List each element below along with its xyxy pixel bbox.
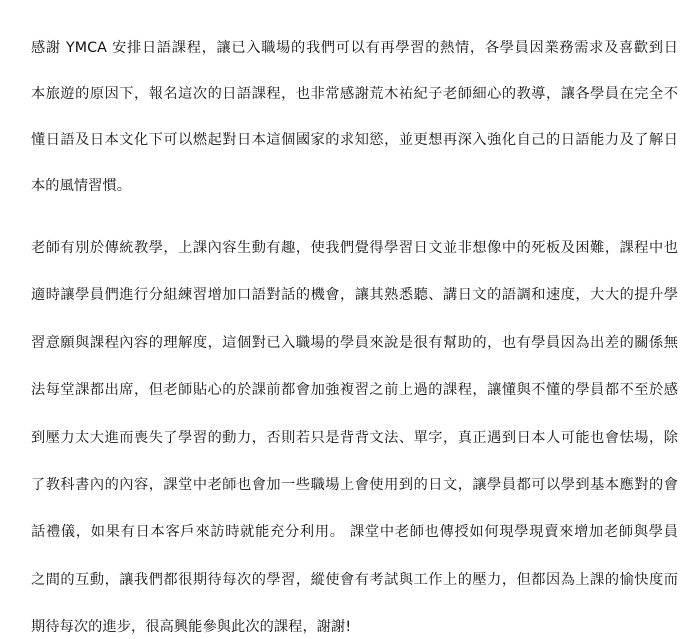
text-line: 感謝 YMCA 安排日語課程，讓已入職場的我們可以有再學習的熱情，各學員因業務需求及喜歡到日 <box>31 40 678 56</box>
paragraph-1 <box>31 38 678 196</box>
text-line: 之間的互動，讓我們都很期待每次的學習，縱使會有考試與工作上的壓力，但都因為上課的愉快度而 <box>31 571 678 588</box>
text-line: 了教科書內的內容，課堂中老師也會加一些職場上會使用到的日文，讓學員都可以學到基本應對的會 <box>31 476 678 493</box>
text-line: 法每堂課都出席，但老師貼心的於課前都會加強複習之前上過的課程，讓懂與不懂的學員都不至於感 <box>31 382 678 399</box>
text-line: 到壓力太大進而喪失了學習的動力，否則若只是背背文法、單字，真正遇到日本人可能也會怯場，除 <box>31 429 678 446</box>
text-line: 本的風情習慣。 <box>31 178 132 194</box>
text-line: 懂日語及日本文化下可以燃起對日本這個國家的求知慾，並更想再深入強化自己的日語能力及了解日 <box>31 132 678 148</box>
text-line: 習意願與課程內容的理解度，這個對已入職場的學員來說是很有幫助的，也有學員因為出差的關係無 <box>31 334 678 351</box>
text-line: 本旅遊的原因下，報名這次的日語課程，也非常感謝荒木祐紀子老師細心的教導，讓各學員在完全不 <box>31 86 678 102</box>
text-line: 適時讓學員們進行分組練習增加口語對話的機會，讓其熟悉聽、講日文的語調和速度，大大的提升學 <box>31 287 678 304</box>
text-line: 話禮儀，如果有日本客戶來訪時就能充分利用。 課堂中老師也傳授如何現學現賣來增加老師與學員 <box>31 524 678 541</box>
paragraph-2 <box>31 238 678 637</box>
text-line: 期待每次的進步，很高興能參與此次的課程，謝謝! <box>31 619 352 636</box>
text-line: 老師有別於傳統教學，上課內容生動有趣，使我們覺得學習日文並非想像中的死板及困難，課程中也 <box>31 240 678 256</box>
